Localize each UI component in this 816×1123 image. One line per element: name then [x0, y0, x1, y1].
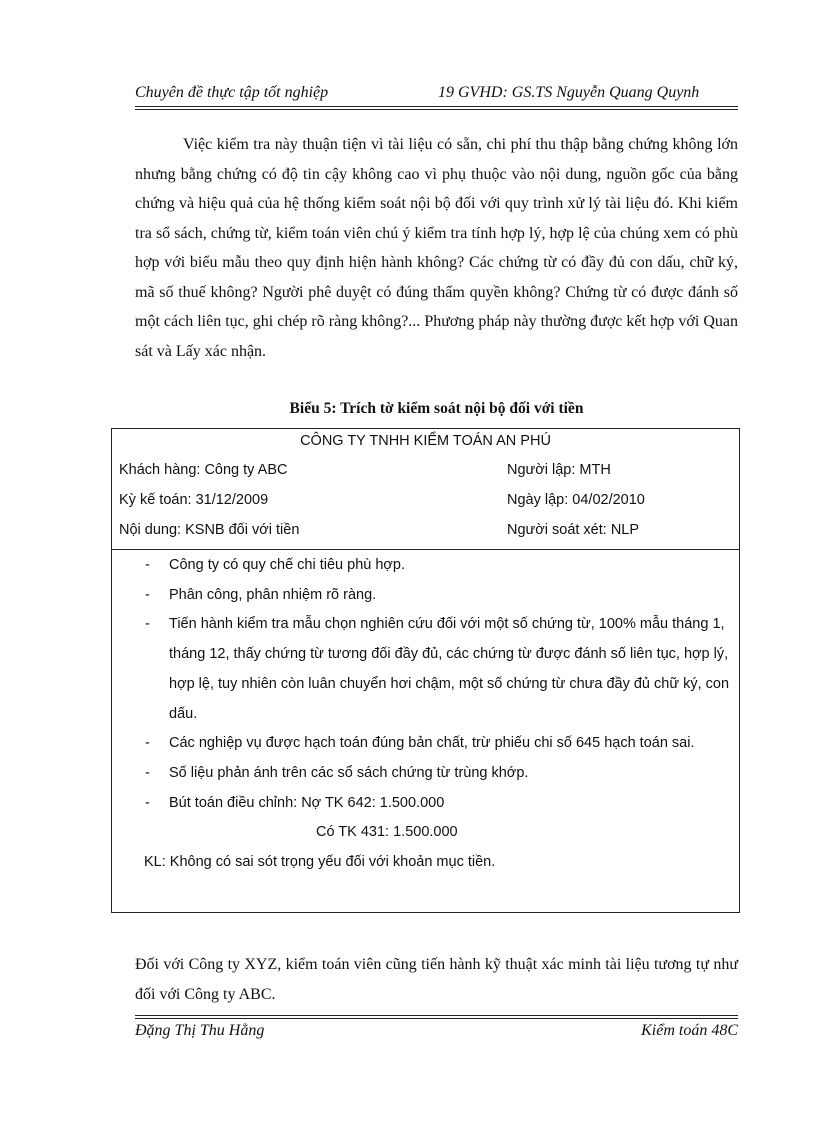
list-item-text: Tiến hành kiểm tra mẫu chọn nghiên cứu đối với một số chứng từ, 100% mẫu tháng 1, tháng 12, thấy chứng từ tương đối đầy đủ, các chứng từ được đánh số liên tục, hợp lý, hợp lệ, tuy nhiên còn luân chuyển hơi chậm, một số chứng từ chưa đầy đủ chữ ký, con dấu.: [169, 616, 730, 722]
credit-entry: Có TK 431: 1.500.000: [316, 824, 458, 841]
bullet-dash: -: [145, 557, 150, 573]
list-item-text: Số liệu phản ánh trên các sổ sách chứng từ trùng khớp.: [169, 764, 529, 781]
footer-author: Đặng Thị Thu Hằng: [135, 1022, 265, 1039]
after-paragraph: Đối với Công ty XYZ, kiểm toán viên cũng tiến hành kỹ thuật xác minh tài liệu tương tự như đối với Công ty ABC.: [135, 956, 738, 1003]
bullet-dash: -: [145, 616, 150, 633]
reviewer-field: Người soát xét: NLP: [507, 522, 640, 538]
footer-divider: [135, 1015, 738, 1019]
header-divider: [135, 106, 738, 110]
list-item-text: Bút toán điều chỉnh: Nợ TK 642: 1.500.000: [169, 794, 445, 811]
content-field: Nội dung: KSNB đối với tiền: [119, 522, 300, 538]
page-footer: [135, 1022, 738, 1046]
list-item: [112, 759, 739, 789]
list-item: [112, 610, 739, 729]
conclusion: KL: Không có sai sót trọng yếu đối với khoản mục tiền.: [144, 854, 496, 871]
list-item-text: Các nghiệp vụ được hạch toán đúng bản chất, trừ phiếu chi số 645 hạch toán sai.: [169, 735, 695, 752]
bullet-dash: -: [145, 764, 150, 781]
footer-class: Kiểm toán 48C: [641, 1022, 738, 1039]
body-paragraph-block: [135, 130, 738, 366]
after-paragraph-block: [135, 950, 738, 1010]
header-title: Chuyên đề thực tập tốt nghiệp: [135, 84, 329, 101]
list-item-text: Công ty có quy chế chi tiêu phù hợp.: [169, 557, 406, 573]
list-item: [112, 581, 739, 611]
bullet-dash: -: [145, 794, 150, 811]
list-item: [112, 729, 739, 759]
body-paragraph: Việc kiểm tra này thuận tiện vì tài liệu có sẵn, chi phí thu thập bằng chứng không lớn nhưng bằng chứng có độ tin cậy không cao vì phụ thuộc vào nội dung, nguồn gốc của bằng chứng và hiệu quả của hệ thống kiểm soát nội bộ đối với quy trình xử lý tài liệu đó. Khi kiểm tra sổ sách, chứng từ, kiểm toán viên chú ý kiểm tra tính hợp lý, hợp lệ của chúng xem có phù hợp với biểu mẫu theo quy định hiện hành không? Các chứng từ có đầy đủ con dấu, chữ ký, mã số thuế không? Người phê duyệt có đúng thẩm quyền không? Chứng từ có được đánh số một cách liên tục, ghi chép rõ ràng không?... Phương pháp này thường được kết hợp với Quan sát và Lấy xác nhận.: [135, 136, 738, 360]
period-field: Kỳ kế toán: 31/12/2009: [119, 492, 269, 508]
header-page-supervisor: 19 GVHD: GS.TS Nguyễn Quang Quynh: [438, 84, 700, 101]
company-name: CÔNG TY TNHH KIỂM TOÁN AN PHÚ: [300, 433, 551, 449]
preparer-field: Người lập: MTH: [507, 462, 611, 478]
form-header: [112, 429, 739, 550]
date-field: Ngày lập: 04/02/2010: [507, 492, 645, 508]
bullet-dash: -: [145, 735, 150, 752]
table-caption: Biểu 5: Trích tờ kiểm soát nội bộ đối với tiền: [289, 400, 584, 417]
page-header: [135, 84, 738, 108]
list-item: [112, 789, 739, 819]
findings-list: [112, 551, 739, 878]
control-form: [111, 428, 740, 913]
bullet-dash: -: [145, 586, 150, 603]
client-field: Khách hàng: Công ty ABC: [119, 462, 288, 478]
list-item-text: Phân công, phân nhiệm rõ ràng.: [169, 586, 377, 603]
list-item: [112, 551, 739, 581]
